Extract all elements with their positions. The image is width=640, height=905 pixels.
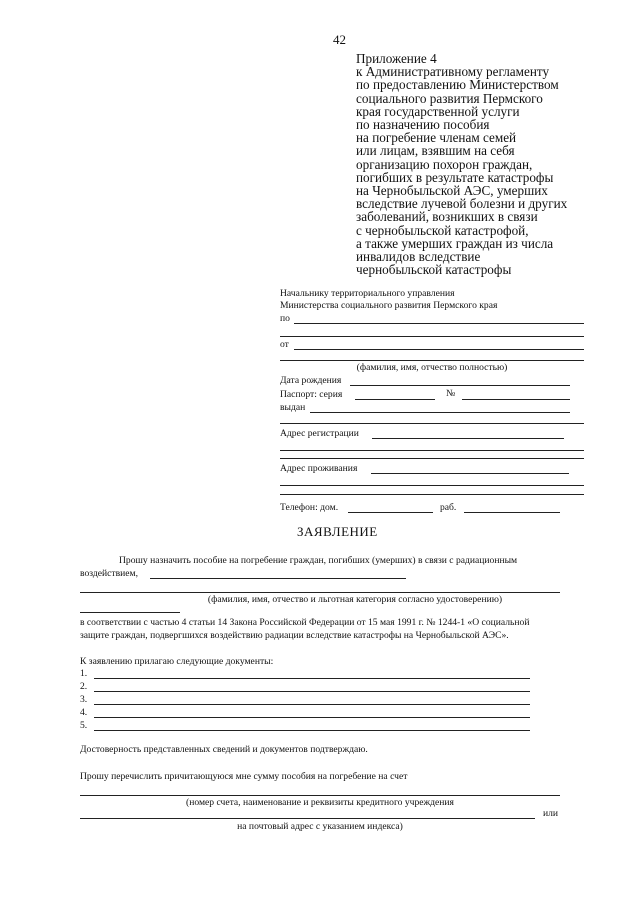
transfer-text: Прошу перечислить причитающуюся мне сумму пособия на погребение на счет — [80, 771, 408, 782]
passport-series-label: Паспорт: серия — [280, 389, 343, 400]
po-field-2[interactable] — [280, 336, 584, 337]
registration-field-3[interactable] — [280, 458, 584, 459]
postal-field[interactable] — [80, 818, 535, 819]
passport-number-sign: № — [446, 388, 456, 399]
account-hint: (номер счета, наименование и реквизиты кредитного учреждения — [186, 797, 454, 808]
annex-line: на погребение членам семей — [356, 130, 517, 146]
ot-field[interactable] — [294, 349, 584, 350]
annex-line: к Административному регламенту — [356, 64, 550, 80]
attachment-number: 3. — [80, 694, 88, 705]
annex-line: края государственной услуги — [356, 103, 520, 119]
phone-home-field[interactable] — [348, 512, 433, 513]
residence-field-3[interactable] — [280, 494, 584, 495]
annex-line: погибших в результате катастрофы — [356, 169, 554, 185]
issued-field-2[interactable] — [280, 423, 584, 424]
annex-line: с чернобыльской катастрофой, — [356, 222, 529, 238]
registration-field[interactable] — [372, 438, 564, 439]
po-label: по — [280, 313, 290, 324]
account-field[interactable] — [80, 795, 560, 796]
addressee-line-1: Начальнику территориального управления — [280, 288, 455, 299]
annex-line: а также умерших граждан из числа — [356, 235, 554, 251]
annex-line: Приложение 4 — [356, 51, 437, 66]
confirm-text: Достоверность представленных сведений и документов подтверждаю. — [80, 744, 368, 755]
passport-series-field[interactable] — [355, 399, 435, 400]
attachment-field[interactable] — [94, 704, 530, 705]
po-field[interactable] — [294, 323, 584, 324]
annex-line: или лицам, взявшим на себя — [356, 143, 515, 159]
issued-field[interactable] — [310, 412, 570, 413]
page-number: 42 — [333, 32, 346, 47]
annex-line: на Чернобыльской АЭС, умерших — [356, 183, 548, 199]
request-line-4: защите граждан, подвергшихся воздействию радиации вследствие катастрофы на Чернобыльской АЭС». — [80, 630, 509, 641]
registration-field-2[interactable] — [280, 450, 584, 451]
request-line-2: воздействием, — [80, 568, 138, 579]
attachment-field[interactable] — [94, 717, 530, 718]
addressee-line-2: Министерства социального развития Пермского края — [280, 300, 498, 311]
annex-line: заболеваний, возникших в связи — [356, 209, 538, 225]
residence-label: Адрес проживания — [280, 463, 358, 474]
annex-line: по предоставлению Министерством — [356, 77, 559, 93]
residence-field[interactable] — [371, 473, 569, 474]
attachment-number: 1. — [80, 668, 88, 679]
birth-label: Дата рождения — [280, 375, 342, 386]
issued-label: выдан — [280, 402, 306, 413]
attachment-number: 4. — [80, 707, 88, 718]
deceased-field-3[interactable] — [80, 612, 180, 613]
annex-line: социального развития Пермского — [356, 90, 543, 106]
attachments-label: К заявлению прилагаю следующие документы: — [80, 656, 274, 667]
attachment-field[interactable] — [94, 730, 530, 731]
attachment-field[interactable] — [94, 691, 530, 692]
annex-header — [356, 52, 626, 276]
deceased-field[interactable] — [150, 578, 406, 579]
attachment-number: 5. — [80, 720, 88, 731]
attachment-number: 2. — [80, 681, 88, 692]
annex-line: вследствие лучевой болезни и других — [356, 196, 568, 212]
or-text: или — [543, 808, 559, 819]
phone-work-field[interactable] — [464, 512, 560, 513]
annex-line: чернобыльской катастрофы — [356, 262, 512, 278]
passport-number-field[interactable] — [462, 399, 570, 400]
annex-line: инвалидов вследствие — [356, 249, 481, 265]
ot-label: от — [280, 339, 289, 350]
request-line-3: в соответствии с частью 4 статьи 14 Закона Российской Федерации от 15 мая 1991 г. № 1244-1 «О социальной — [80, 617, 530, 628]
annex-line: по назначению пособия — [356, 117, 490, 133]
phone-home-label: Телефон: дом. — [280, 502, 339, 513]
birth-field[interactable] — [350, 385, 570, 386]
annex-line: организацию похорон граждан, — [356, 156, 533, 172]
fio-field[interactable] — [280, 360, 584, 361]
deceased-field-2[interactable] — [80, 592, 560, 593]
phone-work-label: раб. — [440, 502, 457, 513]
fio-hint: (фамилия, имя, отчество полностью) — [356, 362, 508, 373]
postal-hint: на почтовый адрес с указанием индекса) — [237, 821, 403, 832]
registration-label: Адрес регистрации — [280, 428, 359, 439]
document-title: ЗАЯВЛЕНИЕ — [297, 524, 378, 539]
request-line-1: Прошу назначить пособие на погребение граждан, погибших (умерших) в связи с радиационным — [119, 555, 518, 566]
deceased-hint: (фамилия, имя, отчество и льготная категория согласно удостоверению) — [207, 594, 503, 605]
residence-field-2[interactable] — [280, 485, 584, 486]
attachment-field[interactable] — [94, 678, 530, 679]
